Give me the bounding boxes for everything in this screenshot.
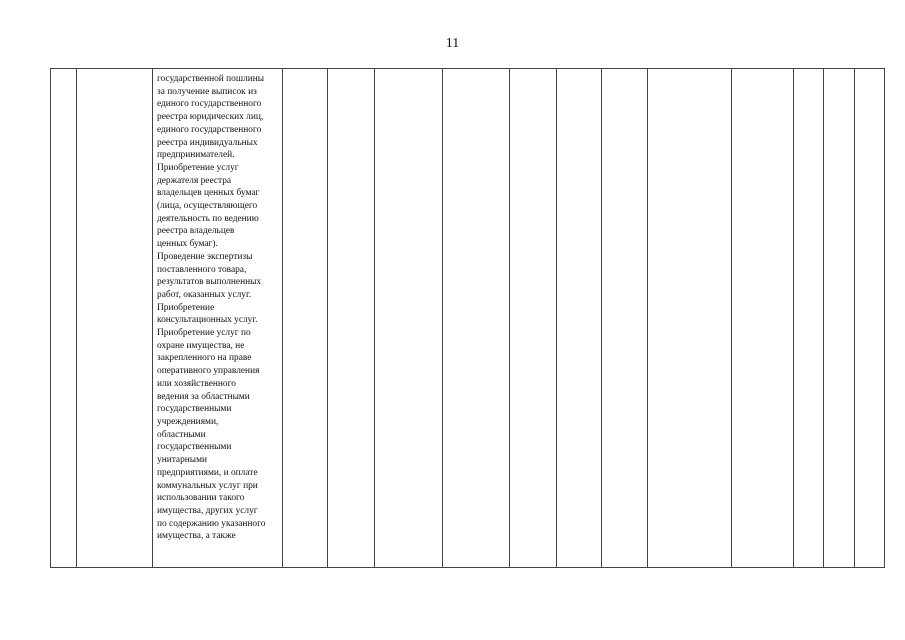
description-line: государственными (157, 404, 232, 415)
description-line: реестра владельцев (157, 226, 235, 237)
description-line: использовании такого (157, 493, 245, 504)
table-cell (375, 69, 443, 568)
description-line: (лица, осуществляющего (157, 201, 258, 212)
table-cell (648, 69, 732, 568)
description-line: за получение выписок из (157, 86, 257, 97)
description-line: учреждениями, (157, 416, 219, 427)
description-line: результатов выполненных (157, 277, 262, 288)
description-line: единого государственного (157, 124, 262, 135)
description-line: реестра индивидуальных (157, 137, 258, 148)
description-line: предприятиями, и оплате (157, 467, 258, 478)
description-line: ценных бумаг). (157, 239, 218, 250)
table-cell (510, 69, 557, 568)
table-cell (794, 69, 824, 568)
description-line: консультационных услуг. (157, 315, 258, 326)
page-number: 11 (445, 36, 460, 51)
description-line: государственной пошлины (157, 74, 265, 84)
table-cell (824, 69, 855, 568)
description-line: государственными (157, 442, 232, 453)
description-line: закрепленного на праве (157, 353, 252, 364)
description-line: предпринимателей. (157, 150, 235, 161)
description-line: держателя реестра (157, 175, 232, 186)
table-cell (283, 69, 328, 568)
table-cell (328, 69, 375, 568)
description-line: Приобретение (157, 302, 215, 313)
description-line: реестра юридических лиц, (157, 112, 264, 123)
description-line: Приобретение услуг (157, 162, 239, 173)
table-cell-code (77, 69, 153, 568)
table-cell (602, 69, 648, 568)
description-line: работ, оказанных услуг. (157, 289, 252, 300)
description-line: или хозяйственного (157, 378, 236, 389)
table-cell (443, 69, 510, 568)
table-cell (855, 69, 885, 568)
description-line: унитарными (157, 455, 208, 466)
description-line: деятельность по ведению (157, 213, 259, 224)
description-line: Приобретение услуг по (157, 328, 251, 339)
description-line: областными (157, 429, 206, 440)
document-table (50, 68, 885, 568)
table-row (51, 69, 885, 568)
table-cell-description (153, 69, 283, 568)
description-line: по содержанию указанного (157, 518, 266, 529)
description-line: имущества, а также (157, 531, 236, 542)
table-cell-number (51, 69, 77, 568)
description-line: ведения за областными (157, 391, 250, 402)
description-line: коммунальных услуг при (157, 480, 258, 491)
description-line: имущества, других услуг (157, 505, 258, 516)
description-line: владельцев ценных бумаг (157, 188, 260, 199)
description-line: оперативного управления (157, 366, 260, 377)
description-text (153, 69, 282, 543)
table-cell (732, 69, 794, 568)
description-line: охране имущества, не (157, 340, 245, 351)
description-line: Проведение экспертизы (157, 251, 253, 262)
description-line: единого государственного (157, 99, 262, 110)
table-cell (557, 69, 602, 568)
description-line: поставленного товара, (157, 264, 247, 275)
